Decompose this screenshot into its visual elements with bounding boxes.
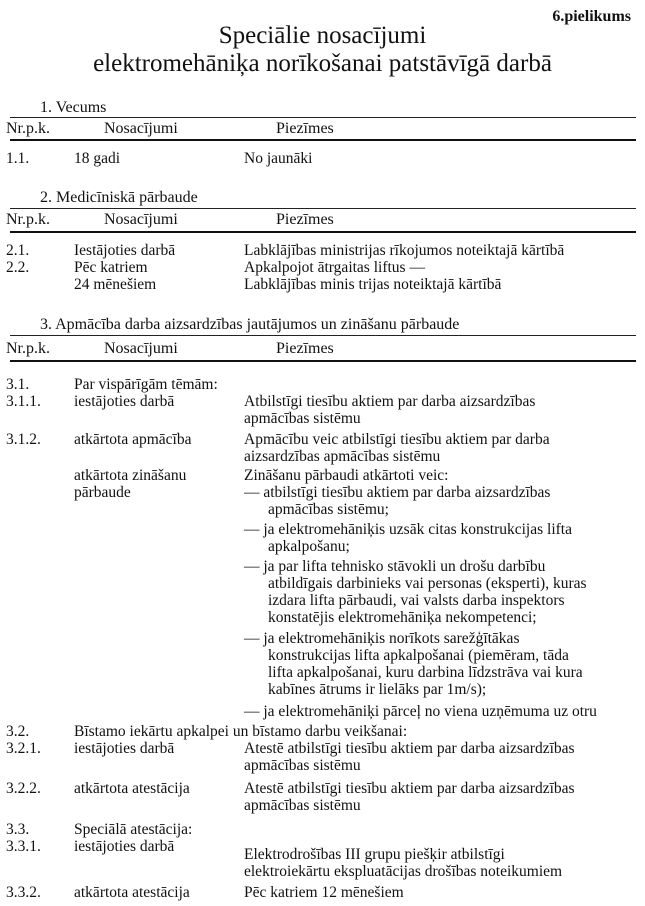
row-note: Pēc katriem 12 mēnešiem: [244, 884, 404, 901]
row-note: apmācības sistēmu: [244, 797, 361, 814]
list-item-cont: apmācības sistēmu;: [268, 501, 389, 518]
row-condition: atkārtota atestācija: [74, 884, 190, 901]
list-item-cont: konstrukcijas lifta apkalpošanai (piemēram, tāda: [268, 647, 569, 664]
section-1-title: 1. Vecums: [40, 99, 107, 116]
header-nr: Nr.p.k.: [6, 340, 50, 357]
header-nr: Nr.p.k.: [6, 120, 50, 137]
row-condition: 24 mēnešiem: [74, 276, 157, 293]
row-condition: Bīstamo iekārtu apkalpei un bīstamo darbu veikšanai:: [74, 723, 408, 740]
row-note: Apmācību veic atbilstīgi tiesību aktiem par darba: [244, 431, 550, 448]
row-note: apmācības sistēmu: [244, 757, 361, 774]
row-note: Apkalpojot ātrgaitas liftus —: [244, 259, 425, 276]
list-item-cont: lifta apkalpošanai, kuru darbina līdzstrāva vai kura: [268, 664, 583, 681]
row-number: 3.2.1.: [6, 740, 41, 757]
row-note: Atbilstīgi tiesību aktiem par darba aizsardzības: [244, 393, 536, 410]
row-number: 3.1.2.: [6, 431, 41, 448]
row-note: Zināšanu pārbaudi atkārtoti veic:: [244, 467, 449, 484]
row-number: 3.2.: [6, 723, 30, 740]
row-note: No jaunāki: [244, 150, 313, 167]
row-condition: iestājoties darbā: [74, 393, 175, 410]
row-condition: atkārtota zināšanu: [74, 467, 187, 484]
appendix-label: 6.pielikums: [552, 8, 631, 25]
row-note: Labklājības minis trijas noteiktajā kārtībā: [244, 276, 502, 293]
row-condition: pārbaude: [74, 484, 131, 501]
row-condition: atkārtota atestācija: [74, 780, 190, 797]
row-note: Labklājības ministrijas rīkojumos noteiktajā kārtībā: [244, 242, 565, 259]
row-note: Atestē atbilstīgi tiesību aktiem par darba aizsardzības: [244, 740, 575, 757]
row-condition: Pēc katriem: [74, 259, 148, 276]
divider: [10, 139, 636, 141]
header-conditions: Nosacījumi: [104, 340, 178, 357]
list-item: — ja par lifta tehnisko stāvokli un drošu darbību: [244, 558, 546, 575]
list-item-cont: atbildīgais darbinieks vai personas (eksperti), kuras: [268, 575, 587, 592]
header-notes: Piezīmes: [276, 211, 334, 228]
header-notes: Piezīmes: [276, 340, 334, 357]
divider: [10, 117, 636, 118]
row-number: 3.2.2.: [6, 780, 41, 797]
row-condition: Speciālā atestācija:: [74, 821, 193, 838]
row-number: 2.2.: [6, 259, 30, 276]
page-subtitle: elektromehāniķa norīkošanai patstāvīgā darbā: [93, 50, 552, 77]
list-item: — atbilstīgi tiesību aktiem par darba aizsardzības: [244, 484, 551, 501]
divider: [10, 208, 636, 209]
list-item: — ja elektromehāniķis uzsāk citas konstrukcijas lifta: [244, 521, 572, 538]
section-3-title: 3. Apmācība darba aizsardzības jautājumos un zināšanu pārbaude: [40, 316, 460, 333]
divider: [10, 360, 636, 362]
header-nr: Nr.p.k.: [6, 211, 50, 228]
section-2-title: 2. Medicīniskā pārbaude: [40, 189, 198, 206]
row-note: elektroiekārtu ekspluatācijas drošības noteikumiem: [244, 863, 563, 880]
row-condition: Par vispārīgām tēmām:: [74, 376, 218, 393]
header-conditions: Nosacījumi: [104, 211, 178, 228]
row-note: aizsardzības apmācības sistēmu: [244, 448, 441, 465]
row-number: 1.1.: [6, 150, 30, 167]
list-item-cont: apkalpošanu;: [268, 538, 350, 555]
row-condition: iestājoties darbā: [74, 838, 175, 855]
header-notes: Piezīmes: [276, 120, 334, 137]
row-number: 2.1.: [6, 242, 30, 259]
row-number: 3.1.: [6, 376, 30, 393]
divider: [10, 231, 636, 233]
page-title: Speciālie nosacījumi: [218, 22, 427, 49]
list-item: — ja elektromehāniķis norīkots sarežģītākas: [244, 630, 520, 647]
row-condition: Iestājoties darbā: [74, 242, 176, 259]
row-number: 3.3.2.: [6, 884, 41, 901]
row-number: 3.3.: [6, 821, 30, 838]
list-item-cont: izdara lifta pārbaudi, vai valsts darba inspektors: [268, 592, 565, 609]
row-note: Elektrodrošības III grupu piešķir atbilstīgi: [244, 846, 505, 863]
divider: [10, 335, 636, 336]
row-condition: atkārtota apmācība: [74, 431, 192, 448]
row-number: 3.3.1.: [6, 838, 41, 855]
list-item-cont: kabīnes ātrums ir lielāks par 1m/s);: [268, 681, 487, 698]
list-item-cont: konstatējis elektromehāniķa nekompetenci;: [268, 609, 537, 626]
row-condition: 18 gadi: [74, 150, 121, 167]
row-note: Atestē atbilstīgi tiesību aktiem par darba aizsardzības: [244, 780, 575, 797]
row-number: 3.1.1.: [6, 393, 41, 410]
list-item: — ja elektromehāniķi pārceļ no viena uzņēmuma uz otru: [244, 703, 597, 720]
header-conditions: Nosacījumi: [104, 120, 178, 137]
row-condition: iestājoties darbā: [74, 740, 175, 757]
row-note: apmācības sistēmu: [244, 410, 361, 427]
